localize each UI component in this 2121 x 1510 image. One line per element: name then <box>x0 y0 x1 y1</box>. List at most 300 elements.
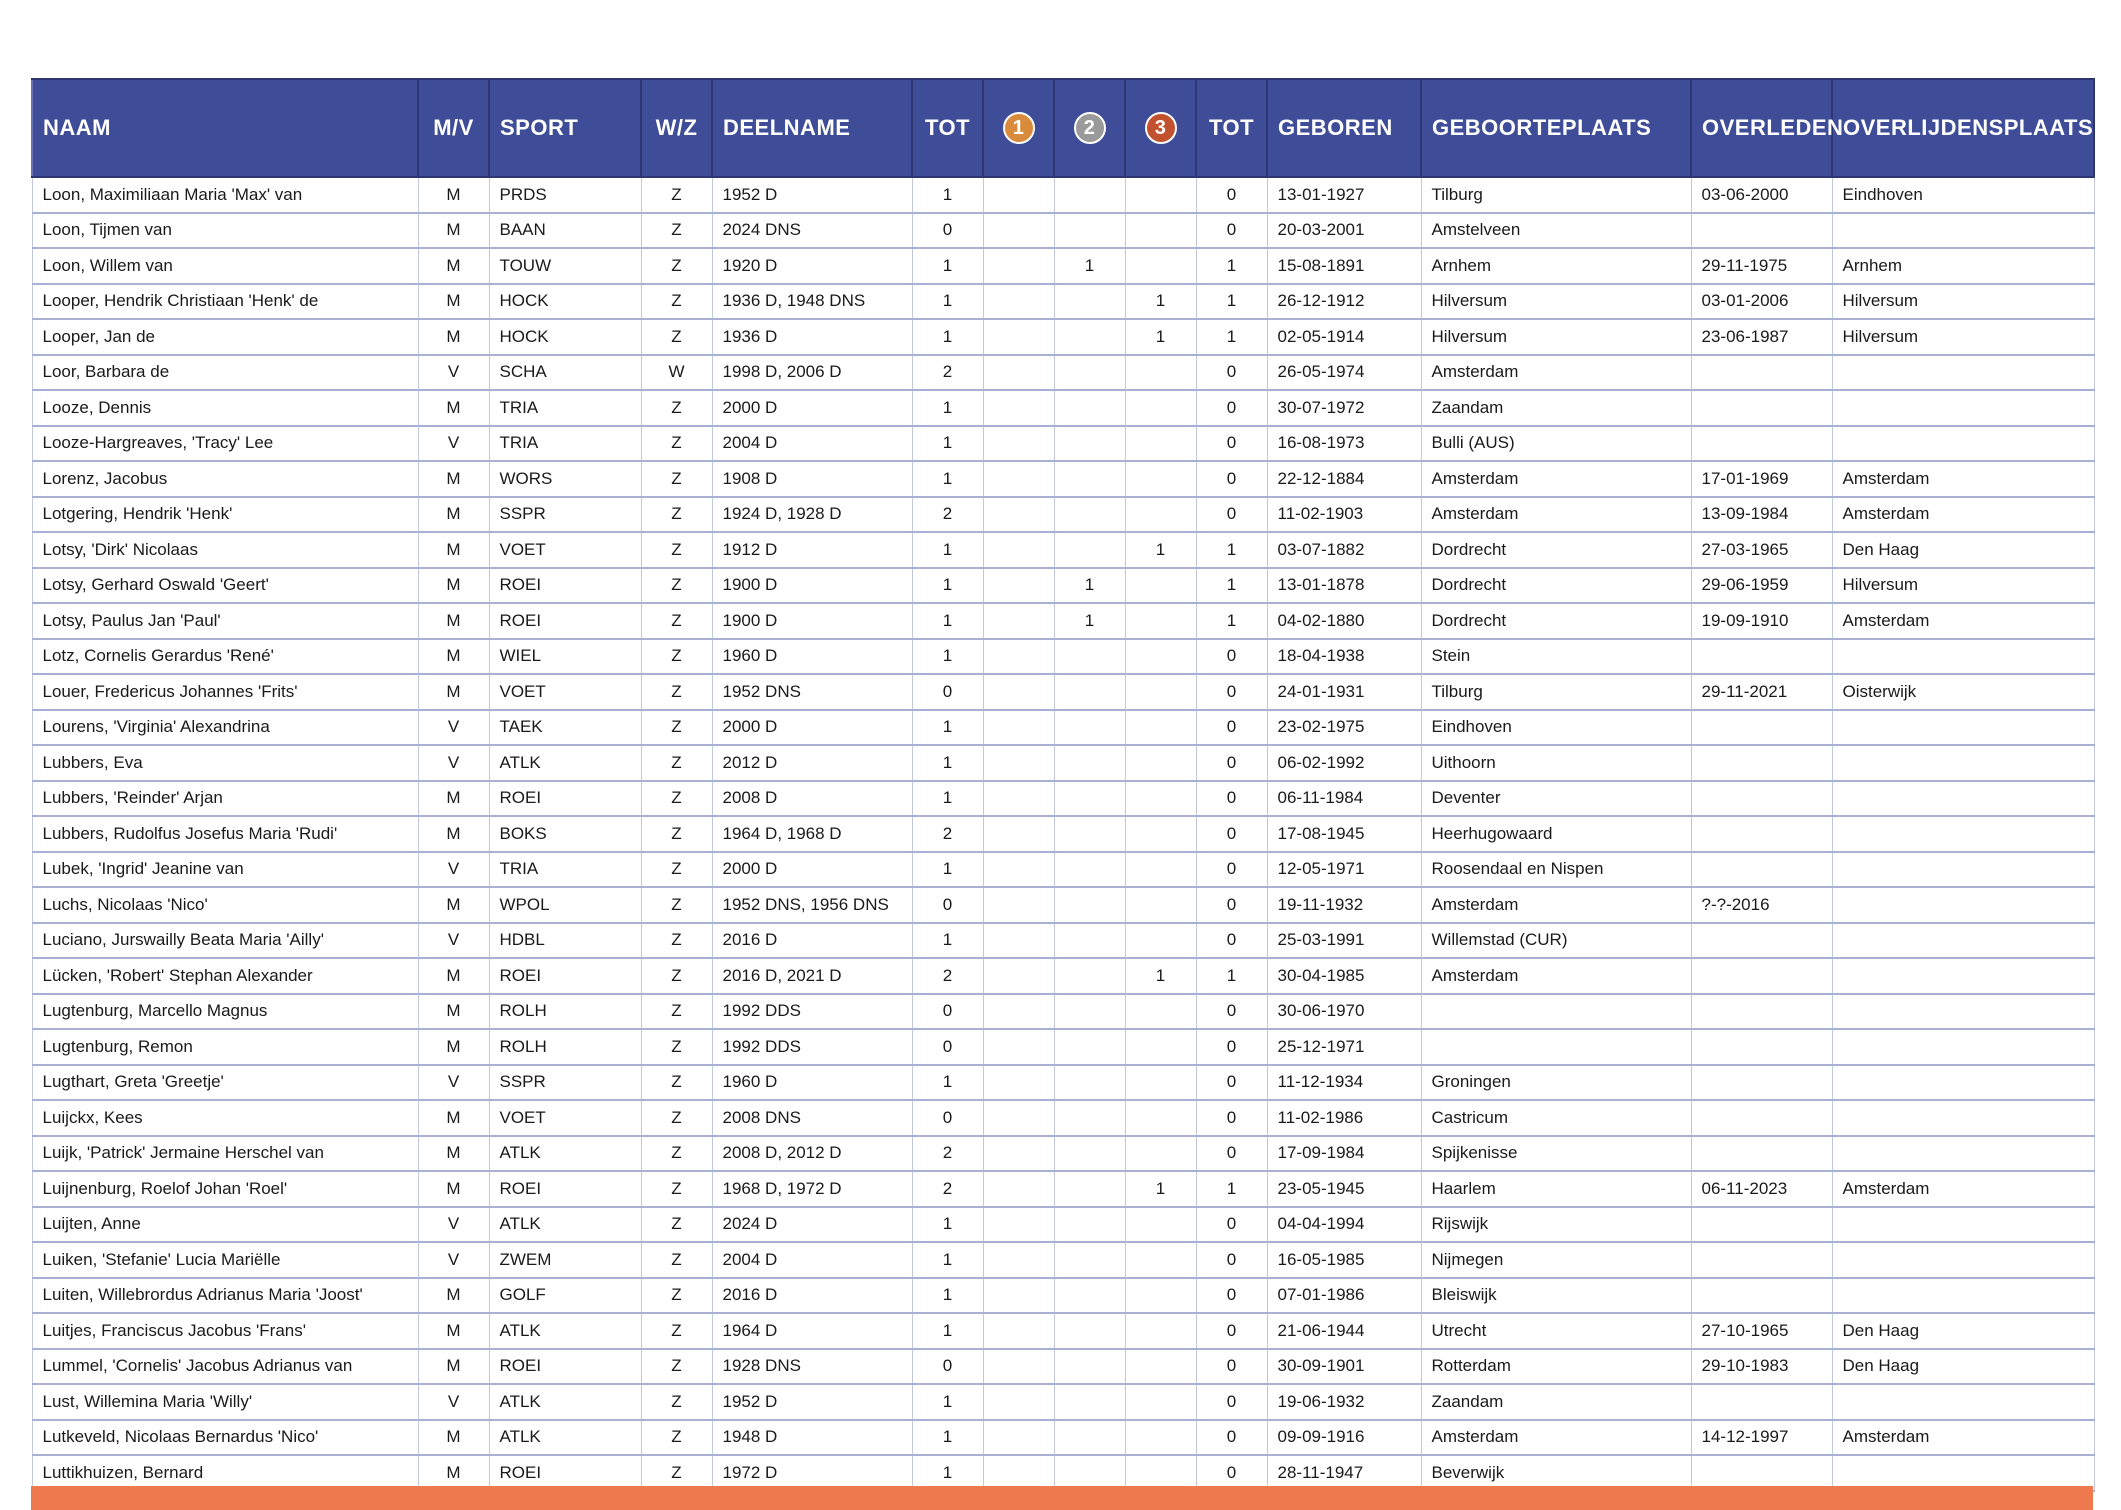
cell-geboren: 11-02-1903 <box>1267 497 1421 533</box>
cell-bronze <box>1125 639 1196 675</box>
cell-geboren: 30-09-1901 <box>1267 1349 1421 1385</box>
cell-overlijdensplaats <box>1832 710 2094 746</box>
cell-mv: V <box>418 745 489 781</box>
cell-overleden: 27-10-1965 <box>1691 1313 1832 1349</box>
cell-sport: ROLH <box>489 1029 641 1065</box>
cell-bronze <box>1125 1207 1196 1243</box>
cell-geboren: 04-04-1994 <box>1267 1207 1421 1243</box>
cell-bronze <box>1125 1242 1196 1278</box>
cell-tot-participations: 1 <box>912 390 983 426</box>
footer-bar <box>31 1486 2093 1510</box>
header-overlijdensplaats: OVERLIJDENSPLAATS <box>1832 79 2094 177</box>
cell-wz: Z <box>641 1029 712 1065</box>
table-row <box>32 1242 2094 1278</box>
cell-overlijdensplaats <box>1832 958 2094 994</box>
cell-gold <box>983 213 1054 249</box>
cell-geboorteplaats: Haarlem <box>1421 1171 1691 1207</box>
cell-overlijdensplaats <box>1832 355 2094 391</box>
cell-sport: ATLK <box>489 1207 641 1243</box>
cell-tot-participations: 2 <box>912 355 983 391</box>
cell-mv: M <box>418 603 489 639</box>
cell-geboorteplaats: Tilburg <box>1421 674 1691 710</box>
cell-sport: TRIA <box>489 852 641 888</box>
cell-silver <box>1054 674 1125 710</box>
cell-deelname: 1936 D <box>712 319 912 355</box>
cell-geboorteplaats: Heerhugowaard <box>1421 816 1691 852</box>
cell-mv: M <box>418 497 489 533</box>
cell-geboorteplaats: Dordrecht <box>1421 568 1691 604</box>
cell-overlijdensplaats <box>1832 994 2094 1030</box>
cell-mv: M <box>418 1136 489 1172</box>
cell-gold <box>983 568 1054 604</box>
cell-bronze <box>1125 674 1196 710</box>
cell-deelname: 1952 D <box>712 177 912 213</box>
cell-tot-medals: 1 <box>1196 1171 1267 1207</box>
cell-gold <box>983 639 1054 675</box>
cell-tot-medals: 0 <box>1196 1136 1267 1172</box>
cell-tot-participations: 1 <box>912 568 983 604</box>
cell-naam: Lugtenburg, Marcello Magnus <box>32 994 418 1030</box>
cell-overleden <box>1691 213 1832 249</box>
cell-bronze <box>1125 781 1196 817</box>
cell-tot-medals: 0 <box>1196 1207 1267 1243</box>
cell-gold <box>983 1349 1054 1385</box>
header-deelname: DEELNAME <box>712 79 912 177</box>
cell-silver <box>1054 1420 1125 1456</box>
table-row <box>32 639 2094 675</box>
cell-overleden: 19-09-1910 <box>1691 603 1832 639</box>
cell-silver <box>1054 745 1125 781</box>
cell-geboren: 13-01-1927 <box>1267 177 1421 213</box>
cell-sport: ATLK <box>489 1313 641 1349</box>
cell-geboorteplaats: Bulli (AUS) <box>1421 426 1691 462</box>
cell-deelname: 1964 D <box>712 1313 912 1349</box>
cell-mv: M <box>418 284 489 320</box>
cell-bronze <box>1125 1278 1196 1314</box>
cell-geboren: 26-05-1974 <box>1267 355 1421 391</box>
cell-tot-medals: 0 <box>1196 1349 1267 1385</box>
header-bronze-medal <box>1125 79 1196 177</box>
bronze-medal-icon: 3 <box>1145 112 1177 144</box>
cell-bronze <box>1125 852 1196 888</box>
cell-naam: Lorenz, Jacobus <box>32 461 418 497</box>
cell-tot-participations: 0 <box>912 213 983 249</box>
cell-bronze <box>1125 1100 1196 1136</box>
cell-silver <box>1054 923 1125 959</box>
table-row <box>32 816 2094 852</box>
cell-tot-participations: 1 <box>912 532 983 568</box>
cell-geboren: 26-12-1912 <box>1267 284 1421 320</box>
cell-tot-medals: 0 <box>1196 355 1267 391</box>
cell-geboren: 28-11-1947 <box>1267 1455 1421 1491</box>
cell-gold <box>983 1207 1054 1243</box>
cell-geboren: 22-12-1884 <box>1267 461 1421 497</box>
cell-tot-participations: 0 <box>912 674 983 710</box>
cell-tot-participations: 1 <box>912 1455 983 1491</box>
olympians-table <box>31 78 2095 1492</box>
cell-silver <box>1054 1207 1125 1243</box>
cell-mv: M <box>418 1313 489 1349</box>
cell-sport: SSPR <box>489 1065 641 1101</box>
cell-silver <box>1054 1242 1125 1278</box>
cell-deelname: 1908 D <box>712 461 912 497</box>
cell-geboorteplaats: Roosendaal en Nispen <box>1421 852 1691 888</box>
cell-mv: M <box>418 1278 489 1314</box>
header-silver-medal <box>1054 79 1125 177</box>
cell-bronze <box>1125 461 1196 497</box>
cell-naam: Lust, Willemina Maria 'Willy' <box>32 1384 418 1420</box>
table-row <box>32 1171 2094 1207</box>
cell-wz: Z <box>641 1171 712 1207</box>
cell-tot-medals: 0 <box>1196 852 1267 888</box>
cell-mv: M <box>418 1349 489 1385</box>
cell-wz: Z <box>641 923 712 959</box>
cell-naam: Looze-Hargreaves, 'Tracy' Lee <box>32 426 418 462</box>
cell-naam: Lourens, 'Virginia' Alexandrina <box>32 710 418 746</box>
cell-mv: M <box>418 781 489 817</box>
cell-gold <box>983 1384 1054 1420</box>
cell-tot-participations: 1 <box>912 1420 983 1456</box>
cell-wz: Z <box>641 745 712 781</box>
cell-tot-participations: 1 <box>912 461 983 497</box>
cell-tot-medals: 0 <box>1196 639 1267 675</box>
cell-gold <box>983 355 1054 391</box>
cell-deelname: 2024 D <box>712 1207 912 1243</box>
cell-silver <box>1054 284 1125 320</box>
cell-geboorteplaats: Deventer <box>1421 781 1691 817</box>
cell-geboorteplaats: Nijmegen <box>1421 1242 1691 1278</box>
cell-overlijdensplaats: Den Haag <box>1832 1349 2094 1385</box>
cell-naam: Lummel, 'Cornelis' Jacobus Adrianus van <box>32 1349 418 1385</box>
cell-tot-participations: 1 <box>912 710 983 746</box>
cell-overlijdensplaats <box>1832 1278 2094 1314</box>
cell-tot-medals: 0 <box>1196 710 1267 746</box>
cell-sport: VOET <box>489 532 641 568</box>
cell-silver: 1 <box>1054 603 1125 639</box>
cell-overleden <box>1691 426 1832 462</box>
table-row <box>32 852 2094 888</box>
cell-tot-participations: 1 <box>912 923 983 959</box>
table-row <box>32 284 2094 320</box>
cell-geboorteplaats: Bleiswijk <box>1421 1278 1691 1314</box>
cell-geboorteplaats: Zaandam <box>1421 390 1691 426</box>
table-row <box>32 1278 2094 1314</box>
cell-sport: ROEI <box>489 568 641 604</box>
cell-overleden: 13-09-1984 <box>1691 497 1832 533</box>
cell-bronze <box>1125 497 1196 533</box>
cell-tot-participations: 0 <box>912 1349 983 1385</box>
cell-wz: Z <box>641 461 712 497</box>
cell-overlijdensplaats: Hilversum <box>1832 568 2094 604</box>
cell-tot-medals: 0 <box>1196 674 1267 710</box>
cell-tot-participations: 1 <box>912 319 983 355</box>
table-row <box>32 781 2094 817</box>
cell-mv: M <box>418 1455 489 1491</box>
cell-tot-participations: 1 <box>912 426 983 462</box>
cell-silver <box>1054 461 1125 497</box>
cell-mv: M <box>418 958 489 994</box>
cell-tot-participations: 1 <box>912 781 983 817</box>
cell-mv: M <box>418 1420 489 1456</box>
cell-geboorteplaats: Amsterdam <box>1421 355 1691 391</box>
cell-geboorteplaats: Rotterdam <box>1421 1349 1691 1385</box>
cell-naam: Looze, Dennis <box>32 390 418 426</box>
cell-wz: Z <box>641 958 712 994</box>
cell-silver <box>1054 781 1125 817</box>
cell-geboorteplaats: Spijkenisse <box>1421 1136 1691 1172</box>
cell-mv: M <box>418 213 489 249</box>
cell-overleden <box>1691 710 1832 746</box>
cell-sport: TAEK <box>489 710 641 746</box>
cell-sport: WIEL <box>489 639 641 675</box>
cell-deelname: 2016 D, 2021 D <box>712 958 912 994</box>
cell-bronze <box>1125 177 1196 213</box>
table-row <box>32 710 2094 746</box>
cell-geboren: 19-11-1932 <box>1267 887 1421 923</box>
cell-tot-participations: 1 <box>912 1242 983 1278</box>
cell-bronze: 1 <box>1125 319 1196 355</box>
cell-bronze: 1 <box>1125 958 1196 994</box>
cell-tot-medals: 0 <box>1196 1313 1267 1349</box>
cell-geboorteplaats: Stein <box>1421 639 1691 675</box>
cell-deelname: 1900 D <box>712 568 912 604</box>
cell-overleden: 29-10-1983 <box>1691 1349 1832 1385</box>
cell-wz: Z <box>641 887 712 923</box>
cell-tot-medals: 1 <box>1196 603 1267 639</box>
cell-overleden <box>1691 1136 1832 1172</box>
cell-silver <box>1054 994 1125 1030</box>
cell-geboorteplaats: Arnhem <box>1421 248 1691 284</box>
cell-overleden <box>1691 923 1832 959</box>
cell-geboren: 30-06-1970 <box>1267 994 1421 1030</box>
cell-bronze <box>1125 887 1196 923</box>
cell-overlijdensplaats <box>1832 1029 2094 1065</box>
cell-sport: ROEI <box>489 1171 641 1207</box>
cell-silver <box>1054 390 1125 426</box>
cell-sport: VOET <box>489 1100 641 1136</box>
cell-deelname: 1900 D <box>712 603 912 639</box>
cell-wz: Z <box>641 994 712 1030</box>
cell-tot-medals: 0 <box>1196 390 1267 426</box>
cell-silver <box>1054 1313 1125 1349</box>
cell-geboorteplaats: Eindhoven <box>1421 710 1691 746</box>
cell-gold <box>983 284 1054 320</box>
table-row <box>32 923 2094 959</box>
table-row <box>32 355 2094 391</box>
cell-geboren: 09-09-1916 <box>1267 1420 1421 1456</box>
cell-sport: ROEI <box>489 781 641 817</box>
cell-wz: Z <box>641 603 712 639</box>
cell-overleden <box>1691 994 1832 1030</box>
cell-sport: ROEI <box>489 1349 641 1385</box>
cell-tot-participations: 2 <box>912 1136 983 1172</box>
cell-wz: Z <box>641 1278 712 1314</box>
cell-naam: Lubbers, Eva <box>32 745 418 781</box>
table-row <box>32 532 2094 568</box>
cell-silver <box>1054 319 1125 355</box>
cell-gold <box>983 426 1054 462</box>
cell-overleden <box>1691 1065 1832 1101</box>
cell-bronze <box>1125 568 1196 604</box>
cell-naam: Loon, Maximiliaan Maria 'Max' van <box>32 177 418 213</box>
cell-sport: HDBL <box>489 923 641 959</box>
cell-overleden: 06-11-2023 <box>1691 1171 1832 1207</box>
cell-sport: HOCK <box>489 284 641 320</box>
cell-deelname: 2000 D <box>712 710 912 746</box>
cell-wz: Z <box>641 1313 712 1349</box>
cell-deelname: 2016 D <box>712 1278 912 1314</box>
cell-deelname: 2000 D <box>712 390 912 426</box>
cell-deelname: 1948 D <box>712 1420 912 1456</box>
cell-geboorteplaats: Utrecht <box>1421 1313 1691 1349</box>
cell-geboorteplaats: Amsterdam <box>1421 887 1691 923</box>
cell-bronze <box>1125 1349 1196 1385</box>
cell-geboorteplaats: Tilburg <box>1421 177 1691 213</box>
cell-silver <box>1054 355 1125 391</box>
cell-naam: Lutkeveld, Nicolaas Bernardus 'Nico' <box>32 1420 418 1456</box>
cell-naam: Loor, Barbara de <box>32 355 418 391</box>
cell-gold <box>983 1136 1054 1172</box>
cell-overleden: 27-03-1965 <box>1691 532 1832 568</box>
cell-mv: M <box>418 1100 489 1136</box>
cell-gold <box>983 390 1054 426</box>
cell-wz: Z <box>641 1065 712 1101</box>
cell-wz: Z <box>641 781 712 817</box>
cell-silver <box>1054 958 1125 994</box>
cell-sport: HOCK <box>489 319 641 355</box>
silver-medal-icon: 2 <box>1074 112 1106 144</box>
cell-mv: V <box>418 1207 489 1243</box>
cell-mv: M <box>418 532 489 568</box>
table-row <box>32 497 2094 533</box>
cell-mv: V <box>418 852 489 888</box>
cell-geboorteplaats: Zaandam <box>1421 1384 1691 1420</box>
cell-tot-medals: 0 <box>1196 923 1267 959</box>
header-tot-medals: TOT <box>1196 79 1267 177</box>
cell-overlijdensplaats: Hilversum <box>1832 284 2094 320</box>
header-geboorteplaats: GEBOORTEPLAATS <box>1421 79 1691 177</box>
cell-silver <box>1054 816 1125 852</box>
cell-mv: V <box>418 426 489 462</box>
cell-overlijdensplaats <box>1832 1384 2094 1420</box>
cell-tot-medals: 0 <box>1196 745 1267 781</box>
table-row <box>32 958 2094 994</box>
cell-mv: V <box>418 1242 489 1278</box>
table-row <box>32 1029 2094 1065</box>
cell-sport: PRDS <box>489 177 641 213</box>
cell-gold <box>983 461 1054 497</box>
table-row <box>32 213 2094 249</box>
cell-deelname: 2004 D <box>712 1242 912 1278</box>
cell-silver <box>1054 1029 1125 1065</box>
cell-tot-medals: 0 <box>1196 1029 1267 1065</box>
cell-mv: M <box>418 639 489 675</box>
cell-overlijdensplaats <box>1832 1065 2094 1101</box>
table-row <box>32 887 2094 923</box>
cell-gold <box>983 710 1054 746</box>
cell-geboren: 19-06-1932 <box>1267 1384 1421 1420</box>
cell-gold <box>983 603 1054 639</box>
cell-sport: ATLK <box>489 1136 641 1172</box>
cell-geboren: 25-03-1991 <box>1267 923 1421 959</box>
cell-naam: Luijnenburg, Roelof Johan 'Roel' <box>32 1171 418 1207</box>
cell-deelname: 1952 DNS <box>712 674 912 710</box>
cell-bronze <box>1125 355 1196 391</box>
cell-overlijdensplaats <box>1832 852 2094 888</box>
cell-silver: 1 <box>1054 568 1125 604</box>
cell-overleden <box>1691 355 1832 391</box>
cell-geboren: 20-03-2001 <box>1267 213 1421 249</box>
cell-silver <box>1054 710 1125 746</box>
cell-gold <box>983 1171 1054 1207</box>
cell-wz: Z <box>641 497 712 533</box>
cell-naam: Luchs, Nicolaas 'Nico' <box>32 887 418 923</box>
cell-mv: M <box>418 887 489 923</box>
cell-sport: ROEI <box>489 1455 641 1491</box>
cell-tot-participations: 0 <box>912 1100 983 1136</box>
cell-naam: Lugthart, Greta 'Greetje' <box>32 1065 418 1101</box>
cell-bronze <box>1125 1065 1196 1101</box>
cell-silver <box>1054 887 1125 923</box>
cell-bronze <box>1125 923 1196 959</box>
cell-gold <box>983 816 1054 852</box>
cell-overleden: 03-01-2006 <box>1691 284 1832 320</box>
cell-geboorteplaats: Castricum <box>1421 1100 1691 1136</box>
cell-wz: Z <box>641 213 712 249</box>
cell-overlijdensplaats: Eindhoven <box>1832 177 2094 213</box>
cell-deelname: 2008 D, 2012 D <box>712 1136 912 1172</box>
cell-wz: Z <box>641 674 712 710</box>
cell-overlijdensplaats <box>1832 781 2094 817</box>
cell-wz: Z <box>641 1384 712 1420</box>
cell-silver <box>1054 1278 1125 1314</box>
cell-geboorteplaats: Willemstad (CUR) <box>1421 923 1691 959</box>
cell-tot-medals: 0 <box>1196 887 1267 923</box>
cell-deelname: 2016 D <box>712 923 912 959</box>
cell-mv: M <box>418 390 489 426</box>
cell-naam: Luijk, 'Patrick' Jermaine Herschel van <box>32 1136 418 1172</box>
cell-mv: V <box>418 355 489 391</box>
cell-naam: Luijten, Anne <box>32 1207 418 1243</box>
cell-geboorteplaats: Rijswijk <box>1421 1207 1691 1243</box>
cell-overleden: 23-06-1987 <box>1691 319 1832 355</box>
cell-mv: M <box>418 568 489 604</box>
cell-wz: Z <box>641 852 712 888</box>
cell-overleden <box>1691 816 1832 852</box>
cell-naam: Luitjes, Franciscus Jacobus 'Frans' <box>32 1313 418 1349</box>
cell-geboren: 16-08-1973 <box>1267 426 1421 462</box>
cell-sport: ATLK <box>489 1384 641 1420</box>
cell-naam: Luiken, 'Stefanie' Lucia Mariëlle <box>32 1242 418 1278</box>
cell-tot-participations: 1 <box>912 852 983 888</box>
cell-naam: Luttikhuizen, Bernard <box>32 1455 418 1491</box>
cell-overleden <box>1691 1029 1832 1065</box>
cell-geboren: 11-12-1934 <box>1267 1065 1421 1101</box>
cell-wz: Z <box>641 1136 712 1172</box>
cell-geboren: 12-05-1971 <box>1267 852 1421 888</box>
cell-wz: Z <box>641 426 712 462</box>
cell-geboren: 23-05-1945 <box>1267 1171 1421 1207</box>
cell-tot-participations: 1 <box>912 1207 983 1243</box>
cell-tot-participations: 1 <box>912 1313 983 1349</box>
cell-gold <box>983 1029 1054 1065</box>
cell-overlijdensplaats <box>1832 1207 2094 1243</box>
cell-overlijdensplaats: Amsterdam <box>1832 1420 2094 1456</box>
cell-bronze <box>1125 1420 1196 1456</box>
cell-bronze: 1 <box>1125 284 1196 320</box>
cell-geboorteplaats: Amsterdam <box>1421 958 1691 994</box>
cell-naam: Luijckx, Kees <box>32 1100 418 1136</box>
